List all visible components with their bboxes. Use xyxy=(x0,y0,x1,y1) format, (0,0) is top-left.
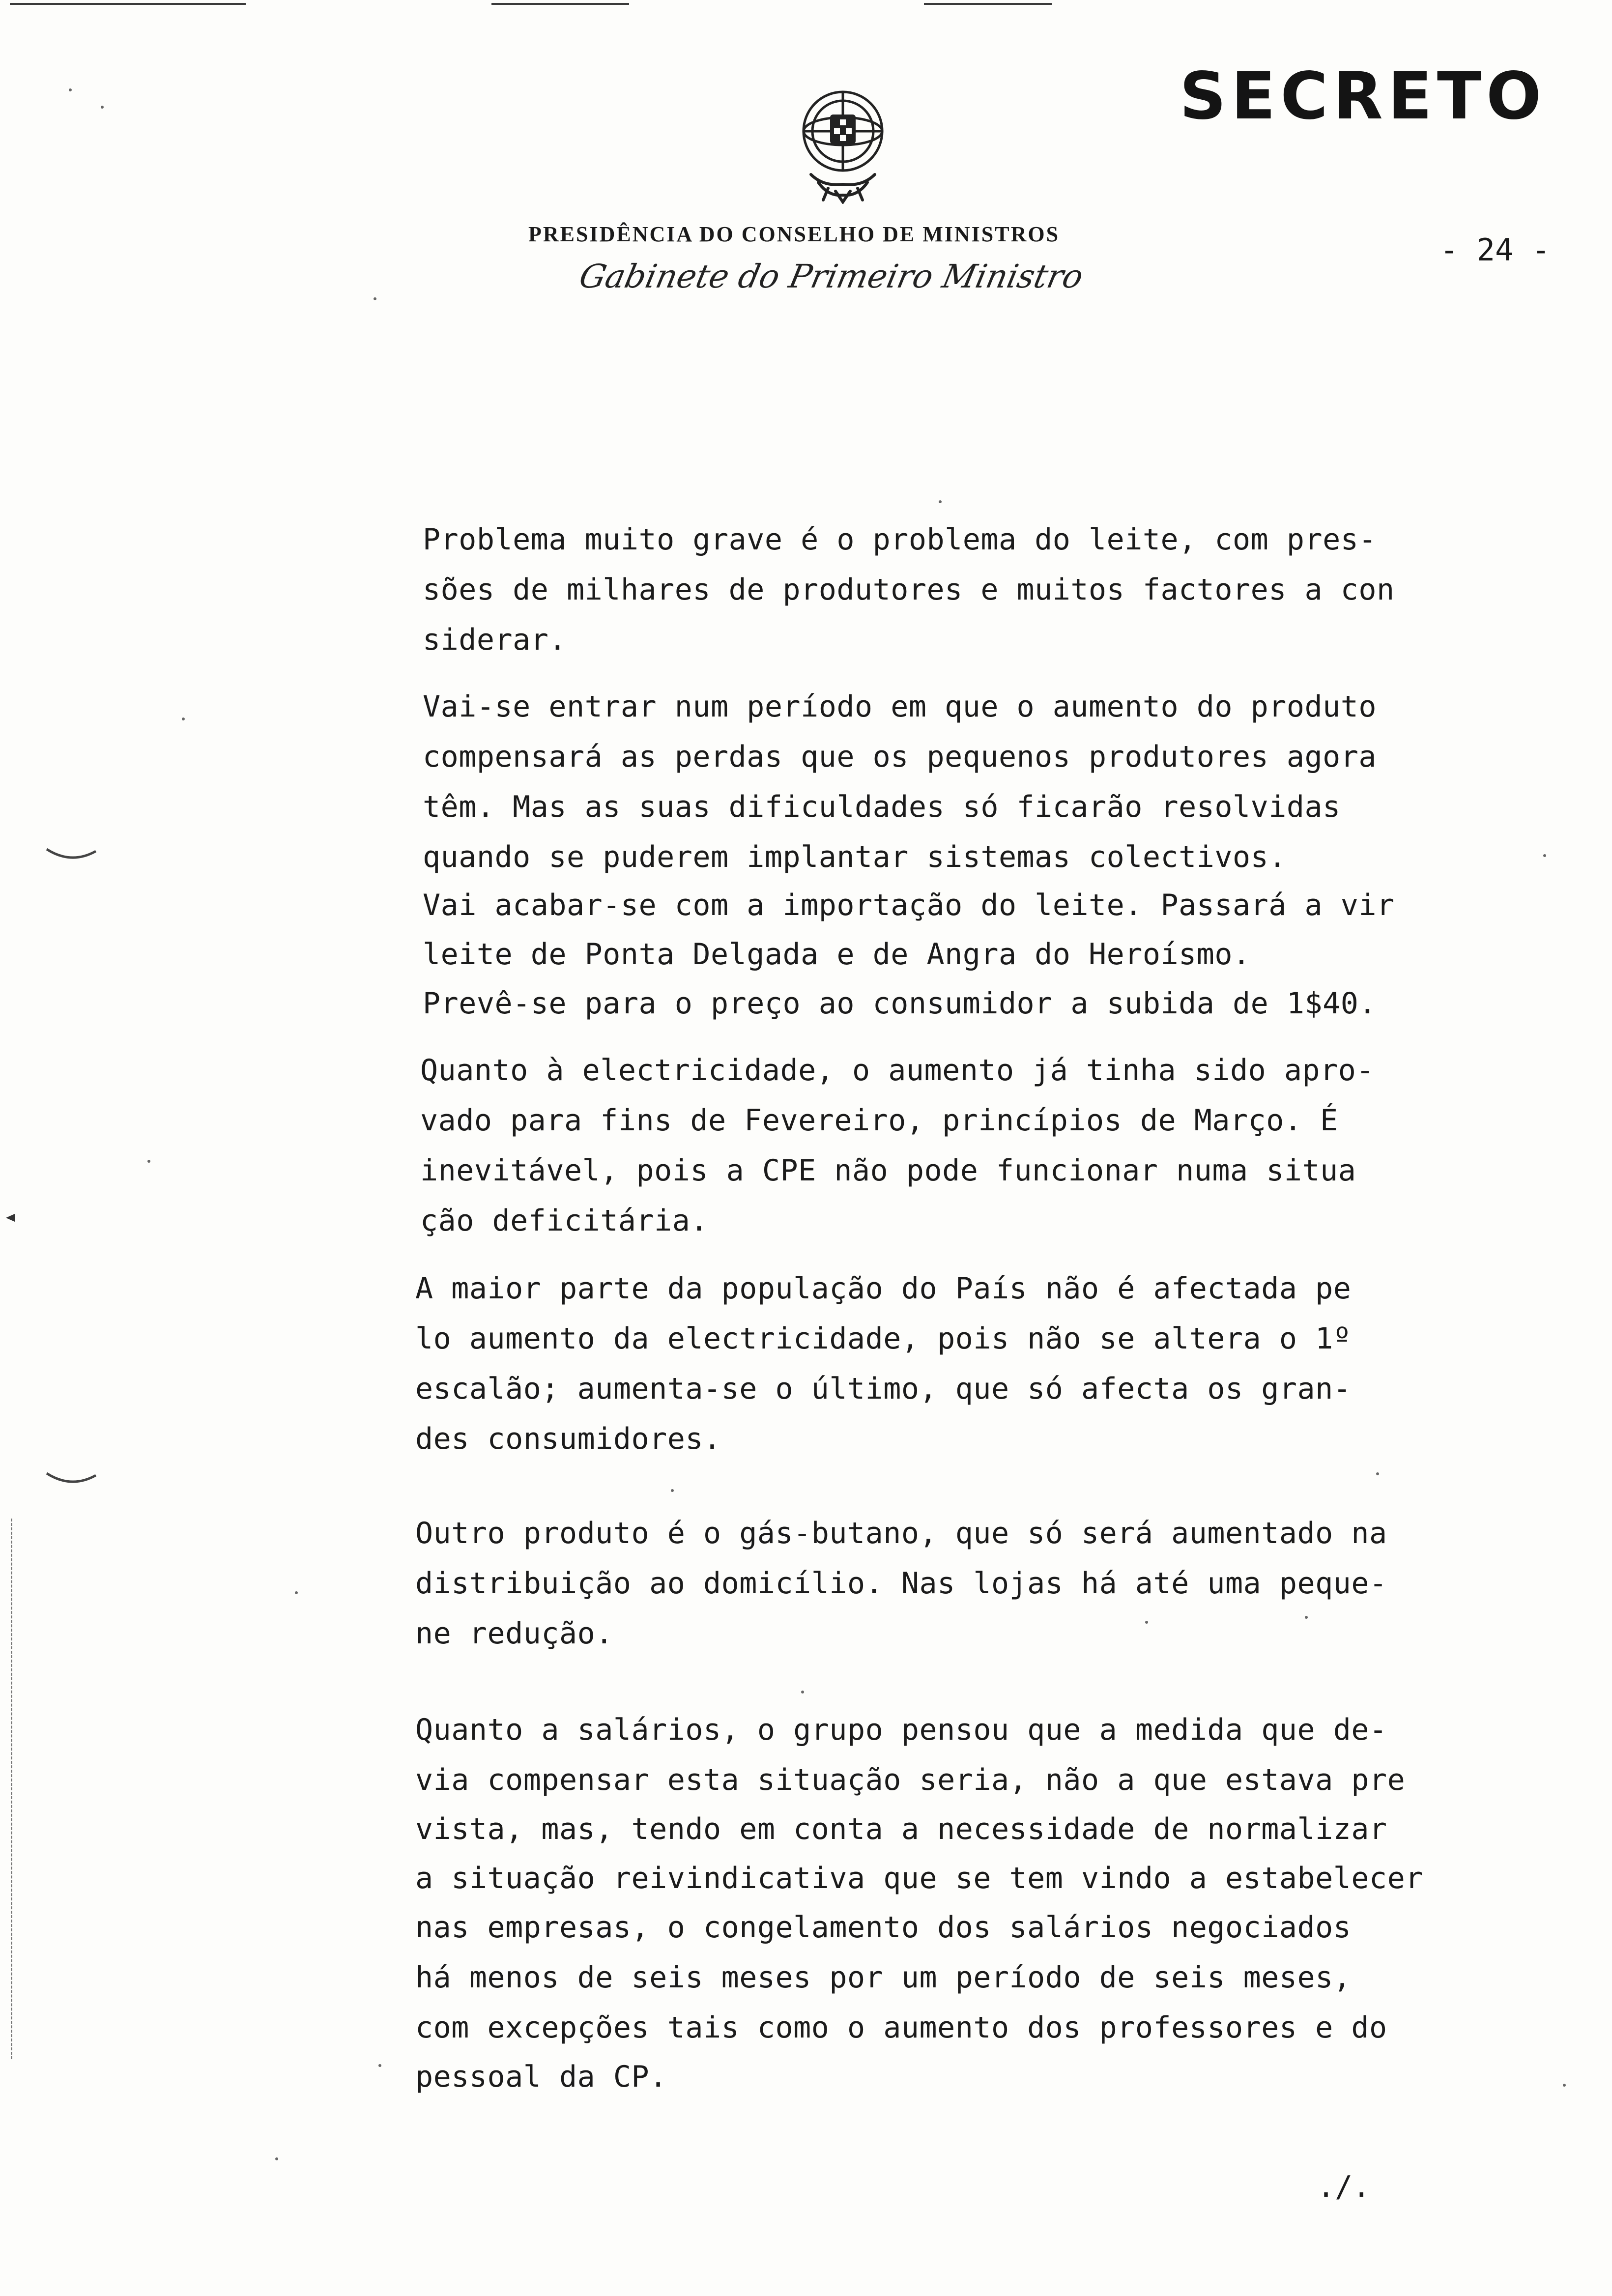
continuation-mark: ./. xyxy=(1317,2170,1371,2204)
body-line: a situação reivindicativa que se tem vindo a estabelecer xyxy=(415,1861,1423,1895)
body-line: ne redução. xyxy=(415,1616,613,1651)
body-line: escalão; aumenta-se o último, que só afecta os gran- xyxy=(415,1372,1352,1406)
scan-speck xyxy=(295,1591,298,1594)
body-line: Outro produto é o gás-butano, que só será aumentado na xyxy=(415,1516,1387,1550)
scan-speck xyxy=(69,88,72,91)
body-line: lo aumento da electricidade, pois não se altera o 1º xyxy=(415,1321,1352,1356)
scan-speck xyxy=(1305,1616,1308,1619)
body-line: des consumidores. xyxy=(415,1422,721,1456)
scan-speck xyxy=(1145,1621,1148,1624)
body-line: via compensar esta situação seria, não a que estava pre xyxy=(415,1763,1406,1797)
scan-speck xyxy=(671,1489,674,1492)
scan-speck xyxy=(275,2157,278,2160)
scan-speck xyxy=(1376,1472,1379,1475)
scan-speck xyxy=(147,1160,150,1163)
organization-name: PRESIDÊNCIA DO CONSELHO DE MINISTROS xyxy=(528,222,1060,246)
body-line: vado para fins de Fevereiro, princípios de Março. É xyxy=(420,1103,1338,1138)
body-line: Prevê-se para o preço ao consumidor a subida de 1$40. xyxy=(423,986,1377,1021)
scan-rule-right xyxy=(924,3,1052,5)
body-line: inevitável, pois a CPE não pode funcionar numa situa xyxy=(420,1153,1356,1188)
body-line: sões de milhares de produtores e muitos factores a con xyxy=(423,573,1395,607)
scan-rule-left xyxy=(10,3,246,5)
page-number: - 24 - xyxy=(1440,232,1550,268)
body-line: quando se puderem implantar sistemas colectivos. xyxy=(423,840,1287,874)
body-line: nas empresas, o congelamento dos salários negociados xyxy=(415,1910,1352,1945)
body-line: compensará as perdas que os pequenos produtores agora xyxy=(423,740,1377,774)
body-line: A maior parte da população do País não é afectada pe xyxy=(415,1271,1352,1306)
scan-rule-mid xyxy=(491,3,629,5)
body-line: Vai-se entrar num período em que o aumento do produto xyxy=(423,689,1377,724)
scan-edge-line xyxy=(11,1519,12,2059)
body-line: Vai acabar-se com a importação do leite. Passará a vir xyxy=(423,888,1395,922)
arrow-left-icon xyxy=(4,1212,16,1224)
body-line: Quanto à electricidade, o aumento já tinha sido apro- xyxy=(420,1053,1375,1088)
scan-speck xyxy=(101,106,104,109)
body-line: com excepções tais como o aumento dos professores e do xyxy=(415,2010,1387,2045)
scan-speck xyxy=(182,718,185,720)
body-line: pessoal da CP. xyxy=(415,2060,667,2094)
binding-mark-icon xyxy=(44,845,98,865)
body-line: distribuição ao domicílio. Nas lojas há até uma peque- xyxy=(415,1566,1387,1601)
body-line: siderar. xyxy=(423,623,567,657)
scan-speck xyxy=(378,2064,381,2067)
scan-speck xyxy=(801,1691,804,1693)
office-name: Gabinete do Primeiro Ministro xyxy=(576,258,1087,295)
scan-speck xyxy=(1543,854,1546,857)
binding-mark-icon xyxy=(44,1469,98,1489)
body-line: Quanto a salários, o grupo pensou que a medida que de- xyxy=(415,1713,1387,1747)
scan-speck xyxy=(374,297,376,300)
body-line: há menos de seis meses por um período de seis meses, xyxy=(415,1960,1352,1995)
classification-stamp: SECRETO xyxy=(1180,58,1547,134)
body-line: leite de Ponta Delgada e de Angra do Heroísmo. xyxy=(423,937,1251,972)
body-line: Problema muito grave é o problema do leite, com pres- xyxy=(423,522,1377,557)
scan-speck xyxy=(939,500,942,503)
portuguese-coat-of-arms-icon xyxy=(794,86,892,204)
body-line: vista, mas, tendo em conta a necessidade de normalizar xyxy=(415,1812,1387,1846)
body-line: têm. Mas as suas dificuldades só ficarão resolvidas xyxy=(423,790,1341,824)
scan-speck xyxy=(1563,2084,1566,2087)
body-line: ção deficitária. xyxy=(420,1204,708,1238)
